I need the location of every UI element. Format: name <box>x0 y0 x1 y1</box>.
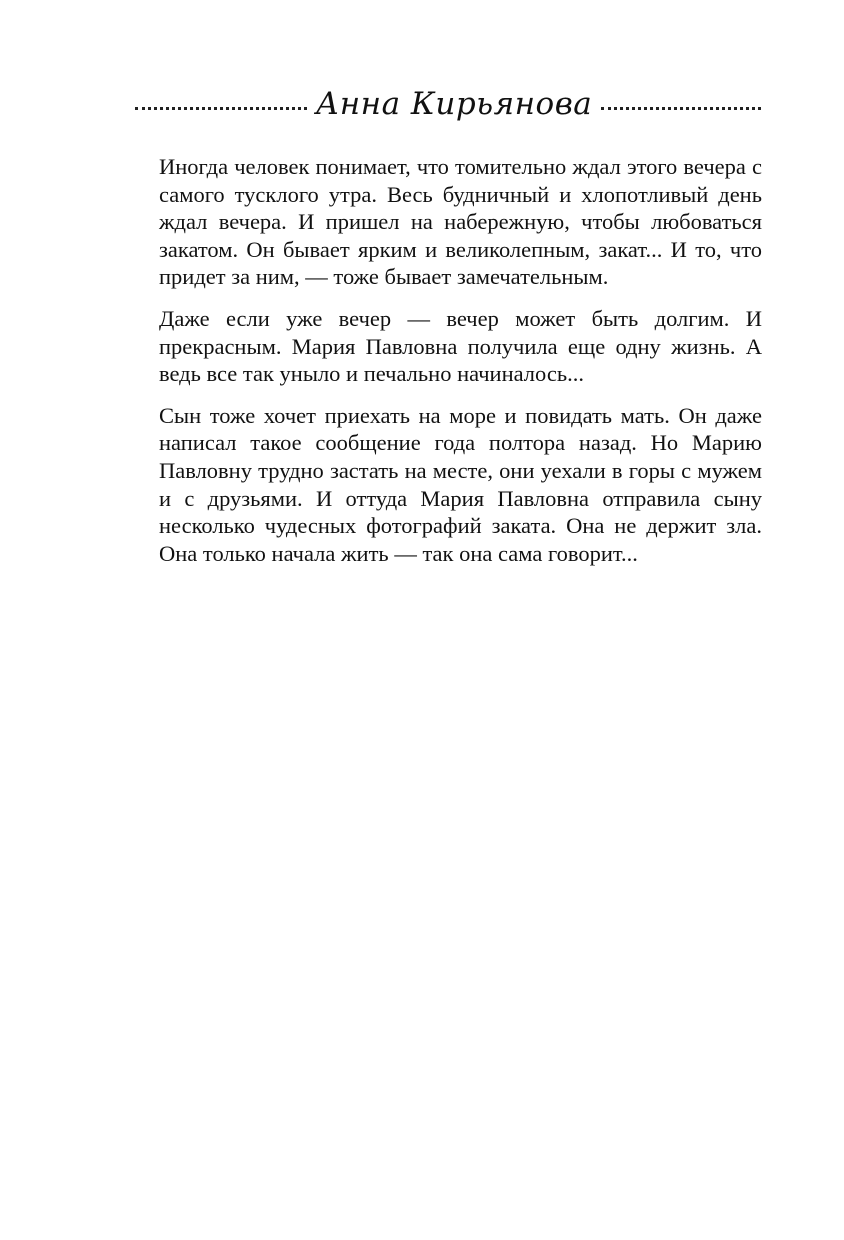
header-dotted-rule-left <box>135 107 307 110</box>
paragraph: Иногда человек понимает, что томительно ждал этого вечера с самого тусклого утра. Весь будничный и хлопотливый день ждал вечера. И пришел на набережную, чтобы любоваться закатом. Он бывает ярким и великолепным, закат... И то, что придет за ним, — тоже бывает замечательным. <box>159 154 762 290</box>
running-header <box>133 78 763 134</box>
author-name: Анна Кирьянова <box>315 86 593 122</box>
body-text <box>159 153 762 581</box>
header-dotted-rule-right <box>601 107 761 110</box>
paragraph: Сын тоже хочет приехать на море и повидать мать. Он даже написал такое сообщение года полтора назад. Но Марию Павловну трудно застать на месте, они уехали в горы с мужем и с друзьями. И оттуда Мария Павловна отправила сыну несколько чудесных фотографий заката. Она не держит зла. Она только начала жить — так она сама говорит... <box>159 402 762 566</box>
paragraph: Даже если уже вечер — вечер может быть долгим. И прекрасным. Мария Павловна получила еще одну жизнь. А ведь все так уныло и печально начиналось... <box>159 305 762 387</box>
